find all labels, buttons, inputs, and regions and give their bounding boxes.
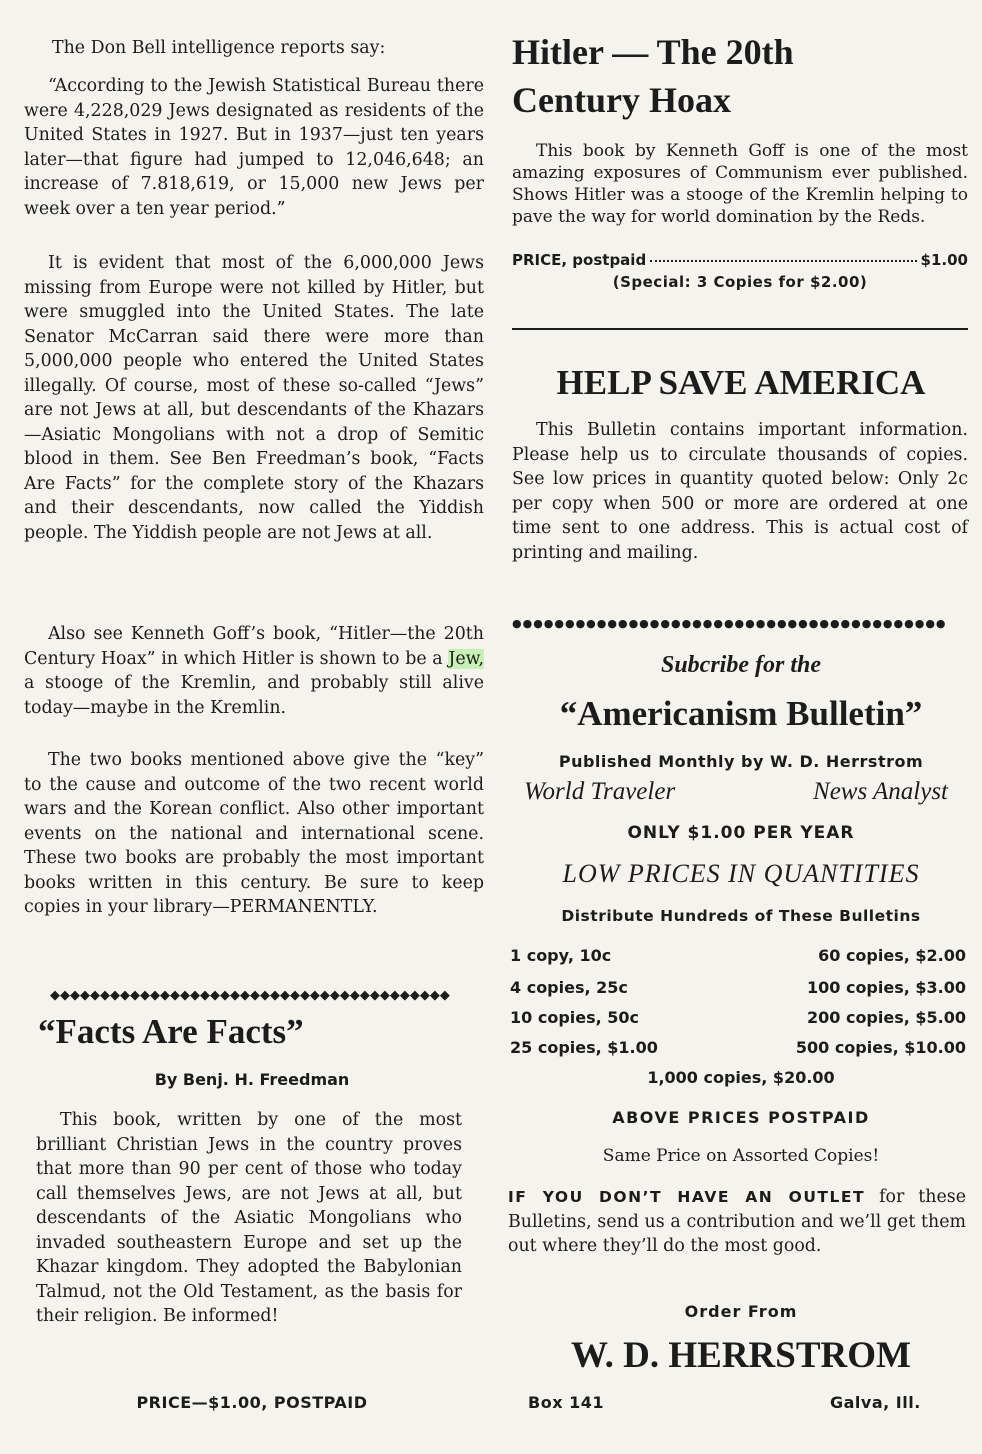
section-rule [512,328,968,330]
hitler-price: $1.00 [920,251,968,269]
bulletin-title: “Americanism Bulletin” [559,694,923,733]
hitler-body: This book by Kenneth Goff is one of the most amazing exposures of Communism ever published. Shows Hitler was a stooge of the Kremlin helping to pave the way for world domination by the Reds. [512,141,968,227]
price-center: 1,000 copies, $20.00 [647,1068,835,1087]
facts-author: By Benj. H. Freedman [154,1070,350,1089]
paragraph-hitler-book [24,622,484,720]
p3-text-a: Also see Kenneth Goff’s book, “Hitler—the 20th Century Hoax” in which Hitler is shown to be a [24,624,484,669]
distribute-line: Distribute Hundreds of These Bulletins [561,907,921,925]
subscribe-line: Subcribe for the [660,652,821,678]
facts-body: This book, written by one of the most brilliant Christian Jews in the country proves that more than 90 per cent of those who today call themselves Jews, are not Jews at all, but descendants of the Asiatic Mongolians who invaded southeastern Europe and set up the Khazar kingdom. They adopted the Babylonian Talmud, not the Old Testament, as the basis for their religion. Be informed! [36,1110,462,1326]
published-line: Published Monthly by W. D. Herrstrom [558,752,924,771]
highlighted-word: Jew, [448,648,484,669]
box-number: Box 141 [528,1393,604,1412]
price-right-4: 500 copies, $10.00 [795,1038,966,1057]
diamond-divider: ◆◆◆◆◆◆◆◆◆◆◆◆◆◆◆◆◆◆◆◆◆◆◆◆◆◆◆◆◆◆◆◆◆◆◆◆◆◆◆◆ [50,988,450,1003]
price-right-2: 100 copies, $3.00 [806,978,966,997]
outlet-rest: for these Bulletins, send us a contribution and we’ll get them out where they’ll do the most good. [508,1187,966,1256]
facts-price: PRICE—$1.00, POSTPAID [136,1393,368,1412]
assorted-line: Same Price on Assorted Copies! [602,1146,880,1166]
price-right-1: 60 copies, $2.00 [818,946,966,965]
dot-divider: ●●●●●●●●●●●●●●●●●●●●●●●●●●●●●●●●●●●●●●●●● [512,617,947,630]
hitler-title-line1: Hitler — The 20th [512,32,794,72]
price-right-3: 200 copies, $5.00 [806,1008,966,1027]
help-title: HELP SAVE AMERICA [556,363,926,402]
price-left-1: 1 copy, 10c [510,946,612,965]
tag-news-analyst: News Analyst [813,778,948,805]
publisher-name: W. D. HERRSTROM [571,1335,911,1376]
price-left-4: 25 copies, $1.00 [510,1038,658,1057]
dot-leader [650,260,916,262]
intro-line: The Don Bell intelligence reports say: [52,38,386,58]
yearly-price: ONLY $1.00 PER YEAR [627,823,855,843]
tag-world-traveler: World Traveler [524,778,676,805]
paragraph-two-books: The two books mentioned above give the “key” to the cause and outcome of the two recent world wars and the Korean conflict. Also other important events on the national and international scene. These two books are probably the most important books written in this century. Be sure to keep copies in your library—PERMANENTLY. [24,750,484,917]
city: Galva, Ill. [830,1393,921,1412]
price-left-2: 4 copies, 25c [510,978,628,997]
paragraph-statistics: “According to the Jewish Statistical Bureau there were 4,228,029 Jews designated as residents of the United States in 1927. But in 1937—just ten years later—that figure had jumped to 12,046,648; an increase of 7.818,619, or 15,000 new Jews per week over a ten year period.” [24,76,484,219]
facts-title: “Facts Are Facts” [38,1012,304,1051]
outlet-paragraph [508,1185,966,1259]
p3-text-b: a stooge of the Kremlin, and probably still alive today—maybe in the Kremlin. [24,673,484,718]
postpaid-line: ABOVE PRICES POSTPAID [612,1108,870,1127]
paragraph-missing-jews: It is evident that most of the 6,000,000 Jews missing from Europe were not killed by Hitler, but were smuggled into the United States. The late Senator McCarran said there were more than 5,000,000 people who entered the United States illegally. Of course, most of these so-called “Jews” are not Jews at all, but descendants of the Khazars—Asiatic Mongolians with not a drop of Semitic blood in them. See Ben Freedman’s book, “Facts Are Facts” for the complete story of the Khazars and their descendants, now called the Yiddish people. The Yiddish people are not Jews at all. [24,253,484,543]
hitler-special: (Special: 3 Copies for $2.00) [612,273,868,291]
order-from: Order From [684,1302,798,1321]
hitler-price-label: PRICE, postpaid [512,251,647,269]
help-body: This Bulletin contains important information. Please help us to circulate thousands of copies. See low prices in quantity quoted below: Only 2c per copy when 500 or more are ordered at one time sent to one address. This is actual cost of printing and mailing. [512,420,968,563]
price-left-3: 10 copies, 50c [510,1008,640,1027]
hitler-price-line [512,251,968,269]
low-prices-heading: LOW PRICES IN QUANTITIES [562,859,920,888]
hitler-title-line2: Century Hoax [512,80,731,120]
outlet-caps: IF YOU DON’T HAVE AN OUTLET [508,1188,866,1206]
